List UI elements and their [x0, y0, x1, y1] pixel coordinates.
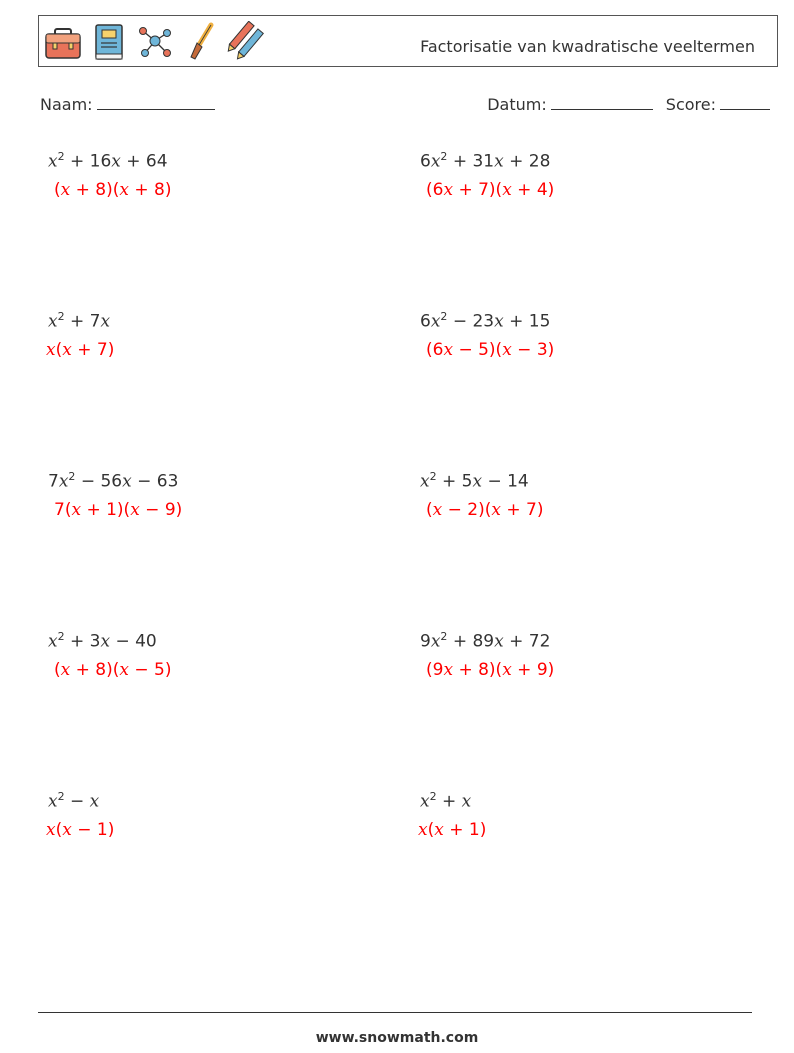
problem-answer: 7(x + 1)(x − 9) — [54, 500, 183, 520]
worksheet-header — [38, 15, 778, 67]
score-blank[interactable] — [720, 93, 770, 110]
problem-expression: $x^2 + 7x$ — [48, 310, 111, 332]
problem-answer: (x − 2)(x + 7) — [426, 500, 544, 520]
problem-answer: x(x − 1) — [46, 820, 115, 840]
problem-answer: (x + 8)(x + 8) — [54, 180, 172, 200]
problem-answer: (6x − 5)(x − 3) — [426, 340, 555, 360]
score-label: Score: — [665, 95, 716, 114]
problem-answer: (9x + 8)(x + 9) — [426, 660, 555, 680]
problem-answer: (x + 8)(x − 5) — [54, 660, 172, 680]
worksheet-title: Factorisatie van kwadratische veeltermen — [420, 37, 755, 56]
problem-answer: x(x + 1) — [418, 820, 487, 840]
problem-expression: $x^2 + 16x + 64$ — [48, 150, 168, 172]
problem-expression: $x^2 + 3x - 40$ — [48, 630, 157, 652]
name-label: Naam: — [40, 95, 93, 114]
problem-expression: $6x^2 + 31x + 28$ — [420, 150, 551, 172]
name-field — [40, 93, 215, 114]
problem-expression: $9x^2 + 89x + 72$ — [420, 630, 551, 652]
book-icon — [89, 21, 129, 63]
problem-expression: $x^2 - x$ — [48, 790, 100, 812]
date-blank[interactable] — [551, 93, 653, 110]
footer-site: www.snowmath.com — [315, 1030, 479, 1046]
problem-answer: x(x + 7) — [46, 340, 115, 360]
problem-expression: $6x^2 - 23x + 15$ — [420, 310, 551, 332]
paintbrush-icon — [181, 21, 221, 63]
name-blank[interactable] — [97, 93, 215, 110]
molecule-icon — [135, 21, 175, 63]
problem-expression: $x^2 + x$ — [420, 790, 472, 812]
problem-expression: $7x^2 - 56x - 63$ — [48, 470, 179, 492]
problem-expression: $x^2 + 5x - 14$ — [420, 470, 529, 492]
problem-answer: (6x + 7)(x + 4) — [426, 180, 555, 200]
crayons-icon — [227, 21, 267, 63]
date-score-field — [487, 93, 770, 114]
header-icons — [43, 21, 267, 63]
footer-divider — [38, 1012, 752, 1013]
date-label: Datum: — [487, 95, 547, 114]
briefcase-icon — [43, 21, 83, 63]
